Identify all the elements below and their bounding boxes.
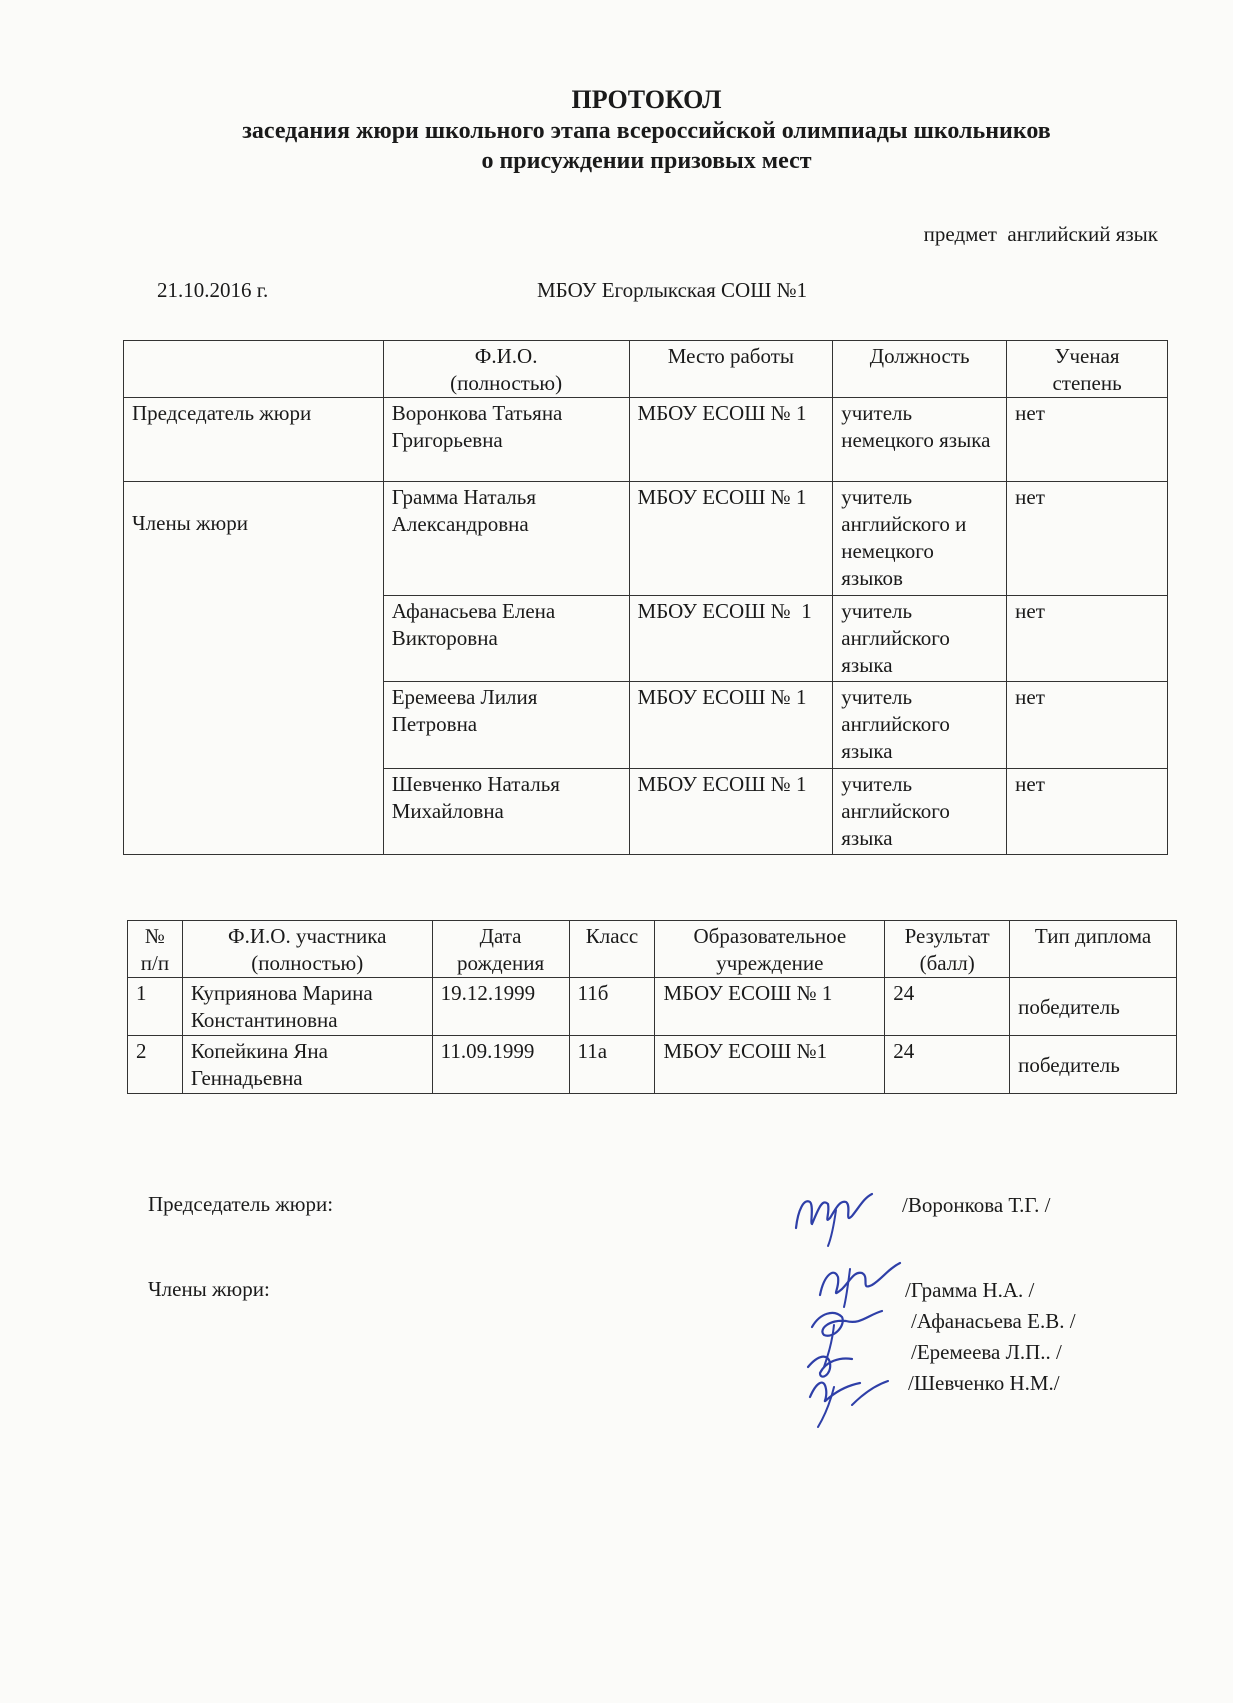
jury-table bbox=[123, 340, 1168, 855]
document-subtitle-line1: заседания жюри школьного этапа всероссийской олимпиады школьников bbox=[242, 118, 1051, 144]
jury-position: учитель немецкого языка bbox=[833, 398, 1007, 482]
jury-work: МБОУ ЕСОШ № 1 bbox=[629, 482, 833, 596]
jury-role-members: Члены жюри bbox=[124, 482, 384, 855]
jury-work: МБОУ ЕСОШ № 1 bbox=[629, 398, 833, 482]
jury-work: МБОУ ЕСОШ № 1 bbox=[629, 682, 833, 769]
date: 21.10.2016 г. bbox=[157, 278, 269, 302]
results-row bbox=[128, 1036, 1177, 1094]
jury-name: Грамма Наталья Александровна bbox=[383, 482, 629, 596]
jury-role-chair: Председатель жюри bbox=[124, 398, 384, 482]
results-row bbox=[128, 978, 1177, 1036]
results-header-row bbox=[128, 921, 1177, 978]
title-block bbox=[0, 84, 1233, 176]
jury-name: Еремеева Лилия Петровна bbox=[383, 682, 629, 769]
jury-degree: нет bbox=[1007, 769, 1168, 855]
member-signature-name: /Афанасьева Е.В. / bbox=[911, 1309, 1076, 1333]
results-col-name: Ф.И.О. участника (полностью) bbox=[182, 921, 432, 978]
result-name: Копейкина Яна Геннадьевна bbox=[182, 1036, 432, 1094]
jury-col-role bbox=[124, 341, 384, 398]
jury-work: МБОУ ЕСОШ № 1 bbox=[629, 769, 833, 855]
jury-name: Афанасьева Елена Викторовна bbox=[383, 596, 629, 682]
result-diploma: победитель bbox=[1010, 1036, 1177, 1094]
jury-header-row bbox=[124, 341, 1168, 398]
jury-col-position: Должность bbox=[833, 341, 1007, 398]
jury-degree: нет bbox=[1007, 596, 1168, 682]
jury-degree: нет bbox=[1007, 682, 1168, 769]
member-signature-name: /Шевченко Н.М./ bbox=[908, 1371, 1060, 1395]
result-name: Куприянова Марина Константиновна bbox=[182, 978, 432, 1036]
jury-name: Шевченко Наталья Михайловна bbox=[383, 769, 629, 855]
results-col-school: Образовательное учреждение bbox=[655, 921, 885, 978]
results-col-score: Результат (балл) bbox=[885, 921, 1010, 978]
subject-line: предмет английский язык bbox=[923, 222, 1158, 246]
document-subtitle-line2: о присуждении призовых мест bbox=[481, 148, 812, 174]
school-name: МБОУ Егорлыкская СОШ №1 bbox=[537, 278, 808, 302]
result-score: 24 bbox=[885, 978, 1010, 1036]
jury-row-member bbox=[124, 482, 1168, 596]
jury-position: учитель английского языка bbox=[833, 769, 1007, 855]
jury-position: учитель английского и немецкого языков bbox=[833, 482, 1007, 596]
results-col-birth: Дата рождения bbox=[432, 921, 569, 978]
jury-position: учитель английского языка bbox=[833, 596, 1007, 682]
result-birth: 11.09.1999 bbox=[432, 1036, 569, 1094]
result-score: 24 bbox=[885, 1036, 1010, 1094]
members-signature-marks bbox=[790, 1255, 920, 1430]
jury-row-chair bbox=[124, 398, 1168, 482]
jury-work: МБОУ ЕСОШ № 1 bbox=[629, 596, 833, 682]
jury-name: Воронкова Татьяна Григорьевна bbox=[383, 398, 629, 482]
results-table bbox=[127, 920, 1177, 1094]
results-col-num: № п/п bbox=[128, 921, 183, 978]
document-title: ПРОТОКОЛ bbox=[571, 85, 722, 114]
result-school: МБОУ ЕСОШ № 1 bbox=[655, 978, 885, 1036]
jury-degree: нет bbox=[1007, 398, 1168, 482]
chair-signature-label: Председатель жюри: bbox=[148, 1192, 334, 1216]
member-signature-name: /Еремеева Л.П.. / bbox=[911, 1340, 1062, 1364]
result-diploma: победитель bbox=[1010, 978, 1177, 1036]
jury-position: учитель английского языка bbox=[833, 682, 1007, 769]
result-school: МБОУ ЕСОШ №1 bbox=[655, 1036, 885, 1094]
members-signature-label: Члены жюри: bbox=[148, 1277, 270, 1301]
jury-col-work: Место работы bbox=[629, 341, 833, 398]
results-col-diploma: Тип диплома bbox=[1010, 921, 1177, 978]
chair-signature-name: /Воронкова Т.Г. / bbox=[902, 1193, 1051, 1217]
result-num: 1 bbox=[128, 978, 183, 1036]
chair-signature-mark bbox=[790, 1180, 890, 1250]
result-birth: 19.12.1999 bbox=[432, 978, 569, 1036]
jury-degree: нет bbox=[1007, 482, 1168, 596]
results-col-class: Класс bbox=[569, 921, 655, 978]
member-signature-name: /Грамма Н.А. / bbox=[905, 1278, 1035, 1302]
result-class: 11а bbox=[569, 1036, 655, 1094]
result-num: 2 bbox=[128, 1036, 183, 1094]
jury-col-name: Ф.И.О. (полностью) bbox=[383, 341, 629, 398]
jury-col-degree: Ученая степень bbox=[1007, 341, 1168, 398]
result-class: 11б bbox=[569, 978, 655, 1036]
